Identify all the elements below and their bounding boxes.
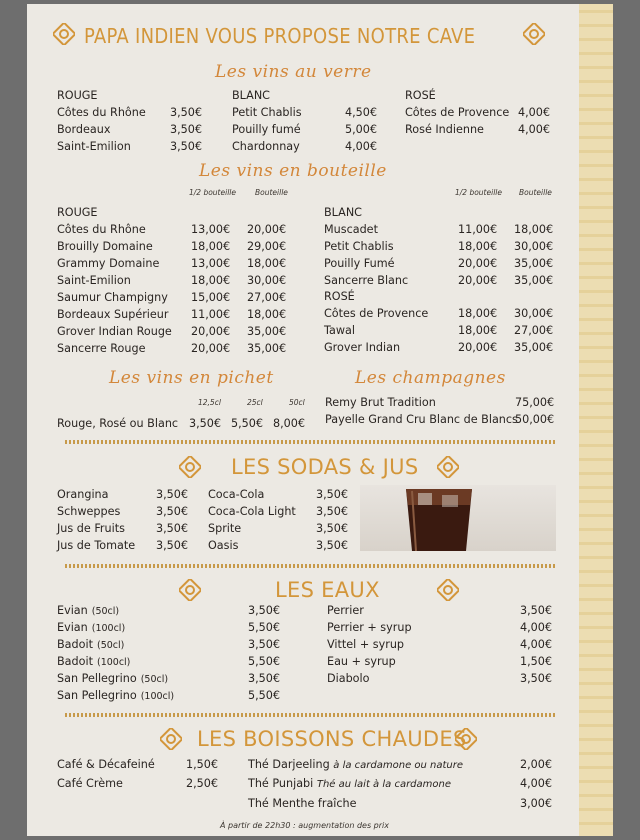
ornament-icon [437, 456, 459, 478]
price: 13,00€ [191, 257, 231, 270]
list-item: Grammy Domaine [57, 257, 160, 270]
price: 11,00€ [191, 308, 231, 321]
price: 2,50€ [186, 777, 219, 790]
tea-name: Thé Darjeeling [248, 758, 330, 771]
ornament-icon [179, 579, 201, 601]
list-item: Payelle Grand Cru Blanc de Blancs [325, 413, 518, 426]
ornament-icon [160, 728, 182, 750]
list-item: Muscadet [324, 223, 378, 236]
water-volume: (100cl) [140, 691, 175, 702]
price: 3,50€ [316, 539, 349, 552]
ornament-icon [455, 728, 477, 750]
price: 1,50€ [520, 655, 553, 668]
list-item: Bordeaux [57, 123, 111, 136]
ornament-icon [179, 456, 201, 478]
price: 5,00€ [345, 123, 378, 136]
price: 18,00€ [458, 240, 498, 253]
list-item: Tawal [324, 324, 355, 337]
list-item: Rosé Indienne [405, 123, 484, 136]
price: 20,00€ [458, 274, 498, 287]
list-item: Petit Chablis [232, 106, 302, 119]
list-item [57, 689, 174, 702]
list-item: Sancerre Rouge [57, 342, 146, 355]
list-item: Grover Indian Rouge [57, 325, 172, 338]
list-item: Saumur Champigny [57, 291, 168, 304]
category-heading: BLANC [324, 206, 362, 219]
list-item: Oasis [208, 539, 239, 552]
price: 3,50€ [170, 123, 203, 136]
price: 5,50€ [231, 417, 264, 430]
price: 30,00€ [514, 307, 554, 320]
list-item: Sancerre Blanc [324, 274, 409, 287]
price: 20,00€ [458, 257, 498, 270]
list-item: Jus de Fruits [57, 522, 125, 535]
price: 18,00€ [191, 240, 231, 253]
column-header: 1/2 bouteille [189, 188, 236, 197]
tea-name: Thé Punjabi [248, 777, 314, 790]
section-title-eaux: LES EAUX [275, 578, 380, 602]
price: 75,00€ [515, 396, 555, 409]
section-title-sodas: LES SODAS & JUS [231, 455, 419, 479]
list-item: Perrier [327, 604, 364, 617]
price: 3,50€ [156, 505, 189, 518]
ornament-icon [437, 579, 459, 601]
price: 50,00€ [515, 413, 555, 426]
price: 4,50€ [345, 106, 378, 119]
price: 18,00€ [458, 307, 498, 320]
price: 2,00€ [520, 758, 553, 771]
price: 3,50€ [156, 488, 189, 501]
list-item: Saint-Emilion [57, 274, 131, 287]
size-label: 50cl [289, 398, 305, 407]
water-name: San Pellegrino [57, 689, 137, 702]
water-name: Evian [57, 621, 88, 634]
list-item: Côtes de Provence [405, 106, 510, 119]
price: 3,50€ [316, 488, 349, 501]
ornament-icon [53, 23, 75, 45]
price: 29,00€ [247, 240, 287, 253]
list-item: Eau + syrup [327, 655, 396, 668]
menu-page [27, 4, 613, 836]
section-title-pichet: Les vins en pichet [109, 368, 274, 388]
price: 3,50€ [170, 140, 203, 153]
price: 3,50€ [156, 522, 189, 535]
price: 18,00€ [247, 308, 287, 321]
list-item [248, 758, 463, 771]
price: 18,00€ [458, 324, 498, 337]
price: 27,00€ [247, 291, 287, 304]
decorative-border [579, 4, 613, 836]
list-item: Jus de Tomate [57, 539, 136, 552]
category-heading: ROSÉ [405, 89, 436, 102]
price: 3,50€ [189, 417, 222, 430]
price: 27,00€ [514, 324, 554, 337]
price: 3,50€ [170, 106, 203, 119]
list-item [57, 604, 119, 617]
price: 3,50€ [248, 672, 281, 685]
column-header: 1/2 bouteille [455, 188, 502, 197]
price: 4,00€ [345, 140, 378, 153]
price: 13,00€ [191, 223, 231, 236]
price: 3,50€ [520, 604, 553, 617]
price: 3,00€ [520, 797, 553, 810]
price: 8,00€ [273, 417, 306, 430]
tea-description: à la cardamone ou nature [333, 760, 464, 771]
price: 5,50€ [248, 655, 281, 668]
price: 1,50€ [186, 758, 219, 771]
price: 20,00€ [458, 341, 498, 354]
price: 3,50€ [316, 505, 349, 518]
category-heading: ROUGE [57, 206, 98, 219]
list-item: Sprite [208, 522, 242, 535]
price: 35,00€ [247, 325, 287, 338]
list-item: Côtes du Rhône [57, 106, 146, 119]
column-header: Bouteille [255, 188, 288, 197]
list-item: Chardonnay [232, 140, 300, 153]
divider [65, 713, 555, 717]
page-title: PAPA INDIEN VOUS PROPOSE NOTRE CAVE [84, 24, 476, 48]
divider [65, 564, 555, 568]
section-title-chaudes: LES BOISSONS CHAUDES [197, 727, 467, 751]
price: 3,50€ [248, 638, 281, 651]
water-name: San Pellegrino [57, 672, 137, 685]
column-header: Bouteille [519, 188, 552, 197]
price: 35,00€ [514, 274, 554, 287]
price: 20,00€ [247, 223, 287, 236]
footer-note: À partir de 22h30 : augmentation des prix [220, 821, 390, 830]
price: 20,00€ [191, 325, 231, 338]
list-item: Saint-Emilion [57, 140, 131, 153]
size-label: 25cl [247, 398, 263, 407]
price: 3,50€ [248, 604, 281, 617]
price: 35,00€ [514, 341, 554, 354]
list-item: Orangina [57, 488, 109, 501]
list-item: Vittel + syrup [327, 638, 405, 651]
list-item: Côtes de Provence [324, 307, 429, 320]
list-item [57, 655, 130, 668]
tea-description: Thé au lait à la cardamone [316, 779, 452, 790]
list-item: Café & Décafeiné [57, 758, 155, 771]
price: 4,00€ [518, 123, 551, 136]
list-item: Remy Brut Tradition [325, 396, 436, 409]
list-item: Pouilly Fumé [324, 257, 395, 270]
price: 11,00€ [458, 223, 498, 236]
list-item [248, 777, 451, 790]
water-volume: (100cl) [91, 623, 126, 634]
water-volume: (50cl) [96, 640, 125, 651]
category-heading: ROSÉ [324, 290, 355, 303]
price: 18,00€ [247, 257, 287, 270]
list-item: Schweppes [57, 505, 121, 518]
price: 20,00€ [191, 342, 231, 355]
water-volume: (100cl) [96, 657, 131, 668]
price: 18,00€ [514, 223, 554, 236]
category-heading: BLANC [232, 89, 270, 102]
water-volume: (50cl) [91, 606, 120, 617]
list-item [57, 621, 125, 634]
price: 3,50€ [316, 522, 349, 535]
water-name: Badoit [57, 638, 93, 651]
list-item: Bordeaux Supérieur [57, 308, 169, 321]
price: 35,00€ [514, 257, 554, 270]
list-item: Diabolo [327, 672, 370, 685]
list-item: Rouge, Rosé ou Blanc [57, 417, 179, 430]
list-item: Thé Menthe fraîche [248, 797, 357, 810]
price: 5,50€ [248, 621, 281, 634]
list-item: Pouilly fumé [232, 123, 301, 136]
price: 5,50€ [248, 689, 281, 702]
water-volume: (50cl) [140, 674, 169, 685]
section-title-verre: Les vins au verre [215, 62, 372, 82]
water-name: Evian [57, 604, 88, 617]
section-title-bouteille: Les vins en bouteille [199, 161, 387, 181]
list-item: Perrier + syrup [327, 621, 412, 634]
list-item: Coca-Cola Light [208, 505, 296, 518]
price: 18,00€ [191, 274, 231, 287]
divider [65, 440, 555, 444]
price: 30,00€ [514, 240, 554, 253]
list-item [57, 672, 168, 685]
soda-glass-image [360, 485, 556, 551]
price: 4,00€ [520, 777, 553, 790]
list-item: Côtes du Rhône [57, 223, 146, 236]
section-title-champagnes: Les champagnes [355, 368, 506, 388]
list-item: Brouilly Domaine [57, 240, 153, 253]
price: 4,00€ [520, 621, 553, 634]
price: 35,00€ [247, 342, 287, 355]
size-label: 12,5cl [198, 398, 221, 407]
water-name: Badoit [57, 655, 93, 668]
price: 30,00€ [247, 274, 287, 287]
price: 4,00€ [520, 638, 553, 651]
price: 3,50€ [520, 672, 553, 685]
list-item: Petit Chablis [324, 240, 394, 253]
price: 4,00€ [518, 106, 551, 119]
list-item: Grover Indian [324, 341, 401, 354]
price: 15,00€ [191, 291, 231, 304]
price: 3,50€ [156, 539, 189, 552]
list-item: Café Crème [57, 777, 123, 790]
category-heading: ROUGE [57, 89, 98, 102]
list-item: Coca-Cola [208, 488, 265, 501]
list-item [57, 638, 124, 651]
ornament-icon [523, 23, 545, 45]
